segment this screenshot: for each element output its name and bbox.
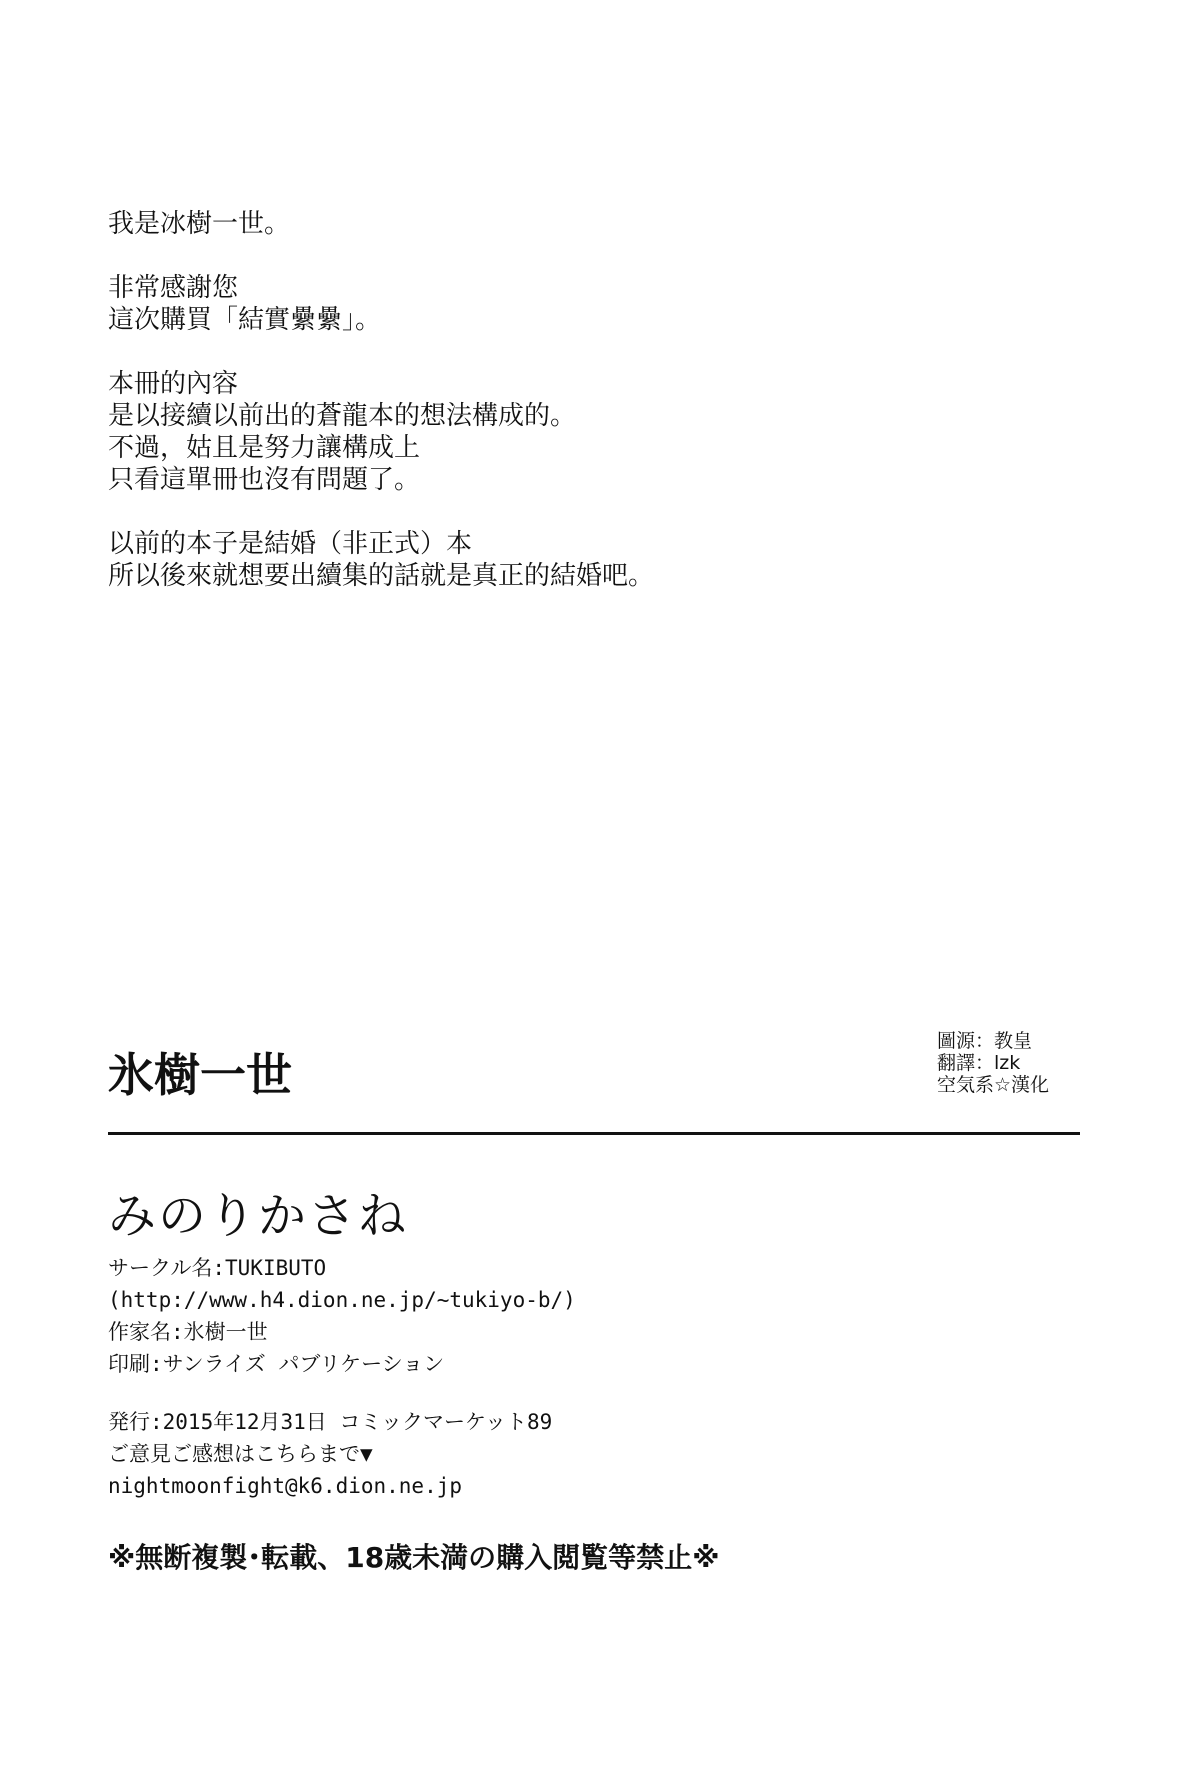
- afterword-paragraph-3: [108, 368, 1008, 496]
- afterword-line: 是以接續以前出的蒼龍本的想法構成的。: [108, 401, 577, 431]
- afterword-line: 只看這單冊也沒有問題了。: [108, 465, 421, 495]
- circle-url: (http://www.h4.dion.ne.jp/~tukiyo-b/): [108, 1288, 576, 1312]
- translation-group-credit: 空気系☆漢化: [937, 1074, 1050, 1096]
- author-name: 作家名:氷樹一世: [108, 1320, 268, 1344]
- afterword-line: 本冊的內容: [108, 369, 239, 399]
- afterword-line: 非常感謝您: [108, 273, 239, 303]
- afterword-paragraph-2: [108, 272, 1008, 336]
- book-title: みのりかさね: [108, 1188, 409, 1244]
- circle-name: サークル名:TUKIBUTO: [108, 1256, 327, 1280]
- author-heading: 氷樹一世: [108, 1048, 292, 1102]
- translation-credit: 翻譯：lzk: [937, 1052, 1021, 1074]
- copyright-warning: ※無断複製･転載、18歳未満の購入閲覧等禁止※: [108, 1541, 720, 1574]
- colophon: [108, 1252, 576, 1502]
- afterword-paragraph-4: [108, 528, 1008, 592]
- publication-date: 発行:2015年12月31日 コミックマーケット89: [108, 1410, 553, 1434]
- afterword-line: 這次購買「結實纍纍」。: [108, 305, 382, 335]
- divider-rule: [108, 1132, 1080, 1135]
- afterword-paragraph-1: [108, 208, 1008, 240]
- feedback-prompt: ご意見ご感想はこちらまで▼: [108, 1442, 373, 1466]
- printer-name: 印刷:サンライズ パブリケーション: [108, 1352, 445, 1376]
- afterword-line: 以前的本子是結婚（非正式）本: [108, 529, 473, 559]
- colophon-spacer: [108, 1380, 576, 1406]
- afterword-line: 我是冰樹一世。: [108, 209, 291, 239]
- afterword-line: 不過，姑且是努力讓構成上: [108, 433, 421, 463]
- contact-email: nightmoonfight@k6.dion.ne.jp: [108, 1474, 463, 1498]
- afterword-text: [108, 208, 1008, 624]
- image-source-credit: 圖源：教皇: [937, 1030, 1033, 1052]
- translation-credits: [937, 1030, 1049, 1096]
- afterword-line: 所以後來就想要出續集的話就是真正的結婚吧。: [108, 561, 655, 591]
